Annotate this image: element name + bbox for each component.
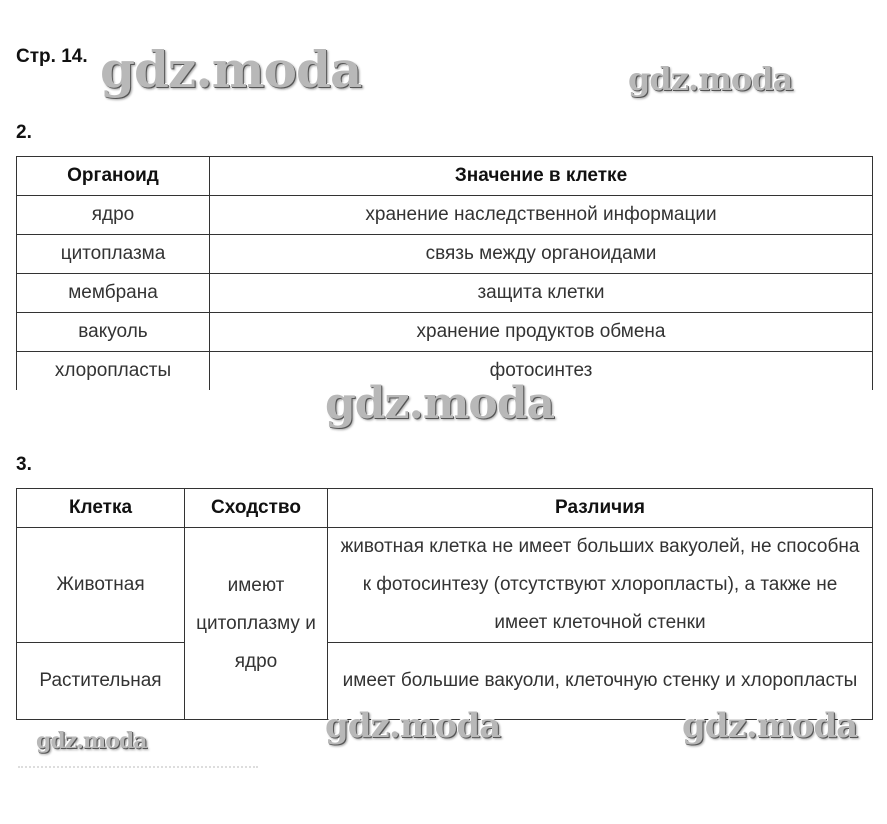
column-header-meaning: Значение в клетке xyxy=(210,157,873,196)
meaning-cell: хранение продуктов обмена xyxy=(210,313,873,352)
table-row xyxy=(17,274,873,313)
dotted-line xyxy=(18,766,258,768)
cells-comparison-table xyxy=(16,488,873,720)
organelle-cell: мембрана xyxy=(17,274,210,313)
watermark-logo: gdz.moda xyxy=(628,60,793,98)
page-title: Стр. 14. xyxy=(16,46,88,67)
similarity-cell: имеют цитоплазму и ядро xyxy=(185,528,328,720)
watermark-logo: gdz.moda xyxy=(682,706,858,746)
difference-cell-plant: имеет большие вакуоли, клеточную стенку и хлоропласты xyxy=(328,643,873,720)
watermark-logo: gdz.moda xyxy=(325,378,555,429)
table-header-row xyxy=(17,157,873,196)
organelles-table xyxy=(16,156,873,390)
table-row xyxy=(17,196,873,235)
organelle-cell: цитоплазма xyxy=(17,235,210,274)
task-3-number: 3. xyxy=(16,454,32,475)
meaning-cell: защита клетки xyxy=(210,274,873,313)
organelle-cell: хлоропласты xyxy=(17,352,210,391)
task-2-number: 2. xyxy=(16,122,32,143)
watermark-logo: gdz.moda xyxy=(100,40,362,99)
table-row xyxy=(17,528,873,643)
meaning-cell: связь между органоидами xyxy=(210,235,873,274)
column-header-organelle: Органоид xyxy=(17,157,210,196)
cell-type-plant: Растительная xyxy=(17,643,185,720)
column-header-cell: Клетка xyxy=(17,489,185,528)
watermark-logo: gdz.moda xyxy=(36,728,147,754)
organelle-cell: ядро xyxy=(17,196,210,235)
column-header-similarity: Сходство xyxy=(185,489,328,528)
column-header-differences: Различия xyxy=(328,489,873,528)
table-row xyxy=(17,235,873,274)
table-row xyxy=(17,313,873,352)
difference-cell-animal: животная клетка не имеет больших вакуолей, не способна к фотосинтезу (отсутствуют хлоропласты), а также не имеет клеточной стенки xyxy=(328,528,873,643)
table-header-row xyxy=(17,489,873,528)
organelle-cell: вакуоль xyxy=(17,313,210,352)
cell-type-animal: Животная xyxy=(17,528,185,643)
watermark-logo: gdz.moda xyxy=(325,706,501,746)
meaning-cell: хранение наследственной информации xyxy=(210,196,873,235)
meaning-cell: фотосинтез xyxy=(210,352,873,391)
